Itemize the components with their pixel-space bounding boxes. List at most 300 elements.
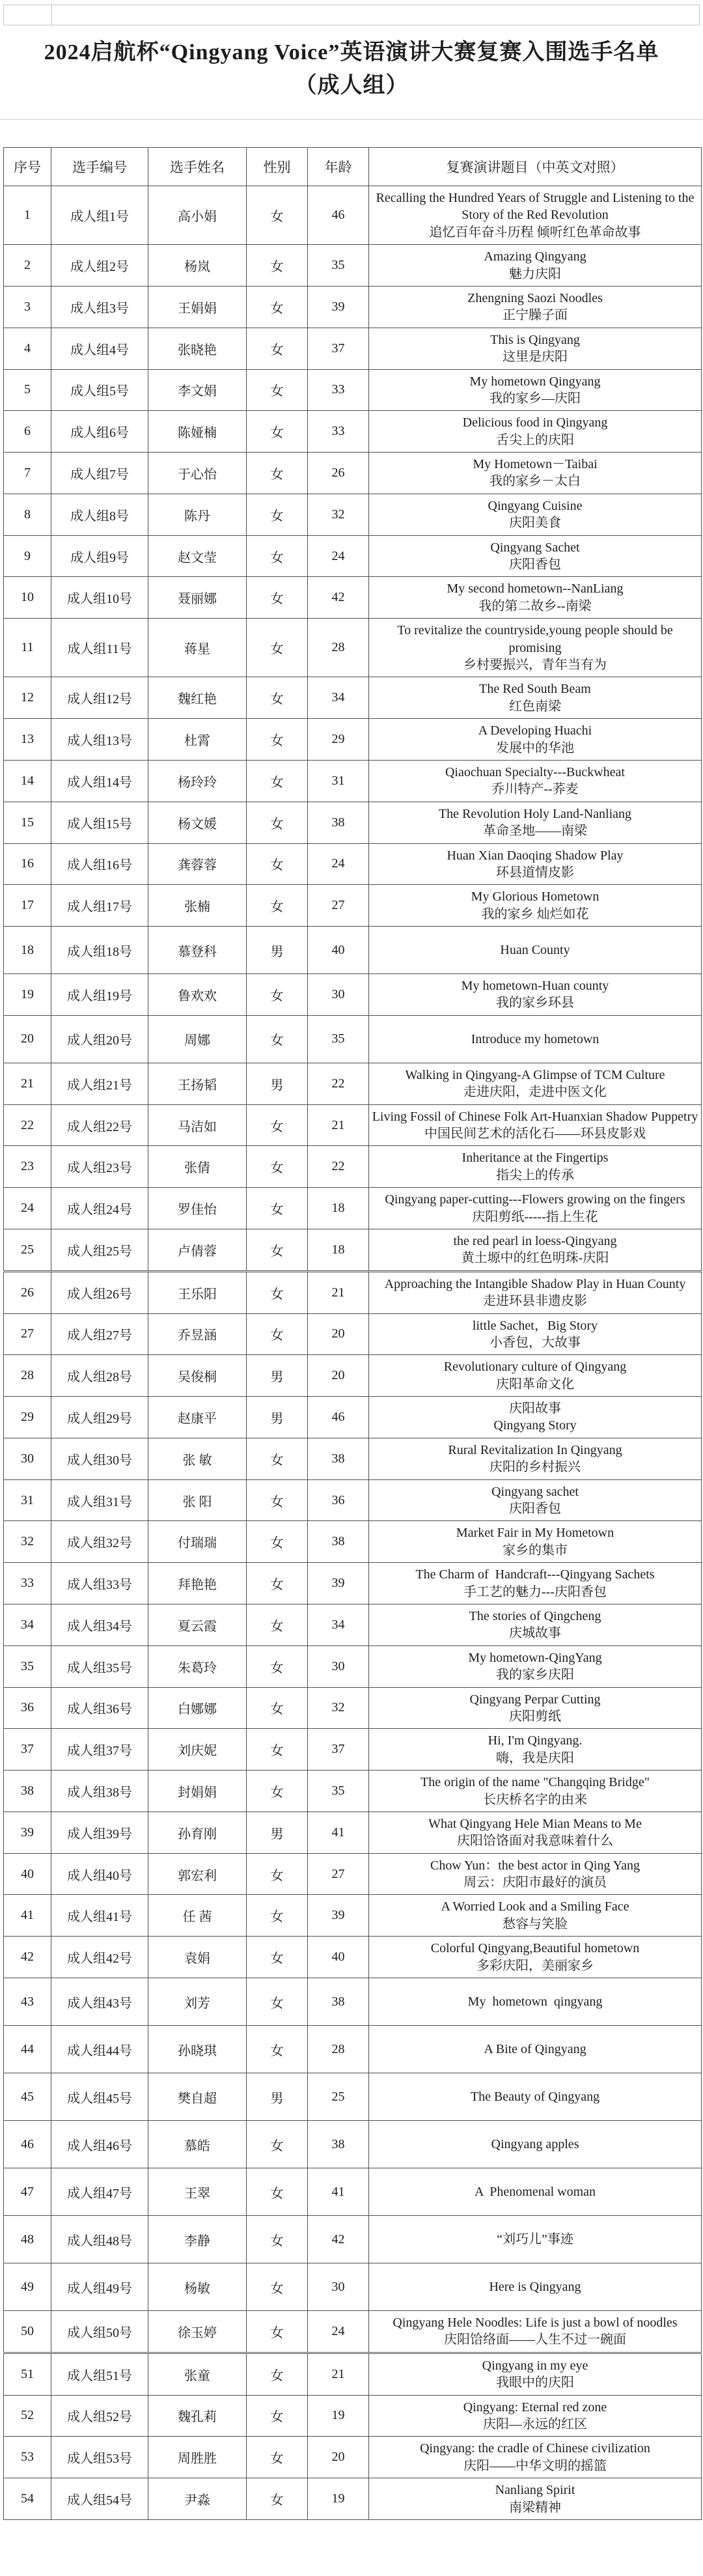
cell-topic (369, 619, 702, 677)
cell-name: 樊自超 (148, 2073, 247, 2121)
cell-name: 鲁欢欢 (148, 974, 247, 1016)
cell-age: 37 (308, 1729, 369, 1771)
table-row (4, 2168, 702, 2216)
cell-topic (369, 1188, 702, 1229)
cell-age: 33 (308, 369, 369, 411)
topic-line: 庆阳的乡村振兴 (489, 1460, 581, 1475)
topic-line: 这里是庆阳 (503, 350, 568, 365)
topic-line: The Charm of Handcraft---Qingyang Sachets (415, 1567, 655, 1582)
cell-topic (369, 1729, 702, 1771)
header-contestant-id: 选手编号 (51, 148, 148, 186)
cell-topic (369, 885, 702, 927)
cell-topic (369, 1063, 702, 1104)
cell-contestant-id: 成人组24号 (51, 1188, 148, 1229)
cell-topic (369, 1229, 702, 1271)
topic-line: To revitalize the countryside,young people should be promising (397, 623, 676, 655)
cell-gender: 女 (247, 1146, 308, 1188)
cell-gender: 女 (247, 186, 308, 245)
cell-gender: 女 (247, 1313, 308, 1355)
cell-contestant-id: 成人组21号 (51, 1063, 148, 1104)
cell-age: 21 (308, 2353, 369, 2395)
cell-topic (369, 2216, 702, 2263)
cell-age: 32 (308, 1687, 369, 1729)
cell-contestant-id: 成人组23号 (51, 1146, 148, 1188)
topic-line: 愁容与笑脸 (503, 1916, 568, 1931)
contestant-table (3, 147, 702, 2520)
topic-line: My hometown-QingYang (468, 1650, 602, 1665)
cell-topic (369, 1521, 702, 1563)
topic-line: 南梁精神 (509, 2500, 561, 2515)
topic-line: 红色南梁 (509, 699, 561, 714)
cell-name: 刘芳 (148, 1978, 247, 2026)
cell-gender: 女 (247, 760, 308, 802)
topic-line: Qingyang in my eye (482, 2358, 588, 2373)
cell-gender: 女 (247, 2478, 308, 2520)
cell-topic (369, 1397, 702, 1438)
cell-serial: 46 (4, 2121, 51, 2168)
cell-age: 35 (308, 1015, 369, 1063)
table-row (4, 245, 702, 287)
cell-gender: 女 (247, 1271, 308, 1313)
cell-serial: 31 (4, 1479, 51, 1521)
cell-name: 张童 (148, 2353, 247, 2395)
cell-topic (369, 453, 702, 494)
cell-name: 杨岚 (148, 245, 247, 287)
cell-topic (369, 369, 702, 411)
cell-name: 龚蓉蓉 (148, 843, 247, 885)
cell-topic (369, 2353, 702, 2395)
cell-contestant-id: 成人组53号 (51, 2437, 148, 2478)
header-serial: 序号 (4, 148, 51, 186)
cell-contestant-id: 成人组5号 (51, 369, 148, 411)
topic-line: 我的家乡—庆阳 (489, 391, 581, 406)
cell-age: 33 (308, 411, 369, 453)
cell-topic (369, 328, 702, 369)
cell-age: 20 (308, 1313, 369, 1355)
cell-age: 38 (308, 2121, 369, 2168)
cell-serial: 19 (4, 974, 51, 1016)
cell-age: 34 (308, 677, 369, 719)
cell-name: 乔昱涵 (148, 1313, 247, 1355)
table-row (4, 974, 702, 1016)
table-row (4, 1645, 702, 1687)
topic-line: 庆阳——中华文明的摇篮 (463, 2458, 607, 2473)
topic-line: 家乡的集市 (503, 1543, 568, 1558)
cell-serial: 7 (4, 453, 51, 494)
topic-line: 长庆桥名字的由来 (483, 1792, 587, 1807)
cell-name: 李静 (148, 2216, 247, 2263)
cell-age: 37 (308, 328, 369, 369)
cell-topic (369, 1645, 702, 1687)
table-row (4, 286, 702, 328)
cell-age: 19 (308, 2395, 369, 2437)
topic-line: Huan County (500, 942, 570, 957)
cell-topic (369, 1313, 702, 1355)
cell-contestant-id: 成人组27号 (51, 1313, 148, 1355)
cell-contestant-id: 成人组38号 (51, 1771, 148, 1812)
cell-gender: 女 (247, 1895, 308, 1937)
topic-line: Qingyang sachet (491, 1484, 579, 1499)
topic-line: Chow Yun：the best actor in Qing Yang (430, 1858, 641, 1873)
cell-serial: 40 (4, 1853, 51, 1895)
cell-name: 马洁如 (148, 1104, 247, 1146)
cell-topic (369, 802, 702, 843)
cell-name: 李文娟 (148, 369, 247, 411)
table-row (4, 677, 702, 719)
cell-contestant-id: 成人组17号 (51, 885, 148, 927)
cell-contestant-id: 成人组12号 (51, 677, 148, 719)
topic-line: Qingyang Perpar Cutting (469, 1692, 601, 1707)
cell-contestant-id: 成人组31号 (51, 1479, 148, 1521)
table-row (4, 1355, 702, 1397)
cell-name: 杨文媛 (148, 802, 247, 843)
topic-line: A Worried Look and a Smiling Face (441, 1899, 629, 1914)
cell-contestant-id: 成人组18号 (51, 927, 148, 974)
cell-name: 王扬韬 (148, 1063, 247, 1104)
cell-serial: 51 (4, 2353, 51, 2395)
page-title-line1: 2024启航杯“Qingyang Voice”英语演讲大赛复赛入围选手名单 (44, 40, 659, 64)
cell-age: 38 (308, 802, 369, 843)
cell-gender: 女 (247, 2311, 308, 2353)
cell-topic (369, 1479, 702, 1521)
cell-age: 46 (308, 1397, 369, 1438)
topic-line: What Qingyang Hele Mian Means to Me (428, 1816, 642, 1831)
cell-topic (369, 843, 702, 885)
table-row (4, 1397, 702, 1438)
cell-name: 张 敏 (148, 1438, 247, 1479)
topic-line: Zhengning Saozi Noodles (467, 290, 603, 305)
table-row (4, 2437, 702, 2478)
cell-topic (369, 494, 702, 535)
cell-contestant-id: 成人组52号 (51, 2395, 148, 2437)
cell-contestant-id: 成人组1号 (51, 186, 148, 245)
cell-name: 杨敏 (148, 2263, 247, 2311)
cell-gender: 女 (247, 245, 308, 287)
cell-topic (369, 2026, 702, 2073)
topic-line: 指尖上的传承 (496, 1168, 574, 1183)
cell-serial: 48 (4, 2216, 51, 2263)
cell-name: 朱葛玲 (148, 1645, 247, 1687)
cell-age: 32 (308, 494, 369, 535)
cell-gender: 女 (247, 286, 308, 328)
table-row (4, 2311, 702, 2353)
topic-line: Recalling the Hundred Years of Struggle and Listening to the Story of the Red Revolution (376, 191, 698, 223)
cell-serial: 52 (4, 2395, 51, 2437)
topic-line: Rural Revitalization In Qingyang (448, 1442, 622, 1457)
cell-serial: 20 (4, 1015, 51, 1063)
topic-line: The origin of the name "Changqing Bridge" (420, 1775, 650, 1790)
cell-gender: 女 (247, 494, 308, 535)
cell-age: 38 (308, 1521, 369, 1563)
cell-age: 21 (308, 1104, 369, 1146)
cell-contestant-id: 成人组43号 (51, 1978, 148, 2026)
cell-contestant-id: 成人组35号 (51, 1645, 148, 1687)
topic-line: 走进庆阳，走进中医文化 (463, 1085, 607, 1100)
cell-age: 36 (308, 1479, 369, 1521)
topic-line: 庆阳饸饹面对我意味着什么 (457, 1834, 613, 1849)
cell-name: 尹淼 (148, 2478, 247, 2520)
cell-age: 42 (308, 2216, 369, 2263)
topic-line: 庆阳美食 (509, 516, 561, 531)
table-row (4, 186, 702, 245)
cell-topic (369, 1015, 702, 1063)
cell-contestant-id: 成人组37号 (51, 1729, 148, 1771)
cell-age: 42 (308, 577, 369, 619)
cell-age: 41 (308, 2168, 369, 2216)
table-row (4, 1313, 702, 1355)
cell-serial: 29 (4, 1397, 51, 1438)
table-row (4, 453, 702, 494)
cell-name: 杜霄 (148, 719, 247, 761)
cell-serial: 49 (4, 2263, 51, 2311)
cell-age: 46 (308, 186, 369, 245)
cell-serial: 34 (4, 1604, 51, 1646)
topic-line: Qingyang Hele Noodles: Life is just a bowl of noodles (393, 2316, 678, 2331)
cell-age: 24 (308, 2311, 369, 2353)
cell-serial: 17 (4, 885, 51, 927)
cell-topic (369, 1812, 702, 1853)
cell-serial: 54 (4, 2478, 51, 2520)
table-row (4, 843, 702, 885)
topic-line: My hometown qingyang (467, 1994, 603, 2009)
topic-line: 我的家乡庆阳 (496, 1668, 574, 1683)
cell-topic (369, 1853, 702, 1895)
cell-serial: 23 (4, 1146, 51, 1188)
cell-contestant-id: 成人组47号 (51, 2168, 148, 2216)
cell-name: 周胜胜 (148, 2437, 247, 2478)
topic-line: the red pearl in loess-Qingyang (453, 1233, 617, 1248)
table-row (4, 1146, 702, 1188)
cell-contestant-id: 成人组54号 (51, 2478, 148, 2520)
cell-gender: 女 (247, 1479, 308, 1521)
topic-line: 周云：庆阳市最好的演员 (463, 1875, 607, 1890)
cell-name: 孙晓琪 (148, 2026, 247, 2073)
cell-serial: 25 (4, 1229, 51, 1271)
topic-line: 革命圣地——南梁 (483, 824, 587, 839)
cell-gender: 女 (247, 1563, 308, 1604)
cell-topic (369, 1978, 702, 2026)
topic-line: 我的家乡－太白 (489, 474, 581, 489)
cell-age: 38 (308, 1438, 369, 1479)
title-gap (0, 120, 703, 147)
cell-gender: 女 (247, 453, 308, 494)
cell-gender: 女 (247, 1188, 308, 1229)
table-row (4, 1771, 702, 1812)
topic-line: 魅力庆阳 (509, 266, 561, 281)
cell-age: 25 (308, 2073, 369, 2121)
topic-line: This is Qingyang (490, 332, 580, 347)
cell-gender: 女 (247, 1104, 308, 1146)
cell-contestant-id: 成人组25号 (51, 1229, 148, 1271)
cell-age: 18 (308, 1188, 369, 1229)
cell-contestant-id: 成人组33号 (51, 1563, 148, 1604)
cell-age: 34 (308, 1604, 369, 1646)
cell-gender: 男 (247, 1812, 308, 1853)
cell-serial: 2 (4, 245, 51, 287)
cell-name: 王乐阳 (148, 1271, 247, 1313)
cell-topic (369, 535, 702, 577)
table-row (4, 927, 702, 974)
topic-line: 黄土塬中的红色明珠-庆阳 (461, 1251, 609, 1266)
cell-gender: 女 (247, 328, 308, 369)
cell-gender: 男 (247, 1355, 308, 1397)
header-name: 选手姓名 (148, 148, 247, 186)
cell-serial: 26 (4, 1271, 51, 1313)
topic-line: Walking in Qingyang-A Glimpse of TCM Culture (405, 1067, 665, 1082)
cell-serial: 38 (4, 1771, 51, 1812)
table-row (4, 2395, 702, 2437)
topic-line: 嗨，我是庆阳 (496, 1750, 574, 1765)
topic-line: Qingyang: Eternal red zone (463, 2400, 607, 2415)
cell-contestant-id: 成人组8号 (51, 494, 148, 535)
cell-topic (369, 974, 702, 1016)
cell-topic (369, 286, 702, 328)
cell-name: 周娜 (148, 1015, 247, 1063)
cell-serial: 12 (4, 677, 51, 719)
table-row (4, 1015, 702, 1063)
cell-serial: 21 (4, 1063, 51, 1104)
cell-age: 30 (308, 1645, 369, 1687)
cell-contestant-id: 成人组3号 (51, 286, 148, 328)
cell-gender: 女 (247, 1687, 308, 1729)
table-row (4, 2216, 702, 2263)
cell-serial: 36 (4, 1687, 51, 1729)
cell-contestant-id: 成人组41号 (51, 1895, 148, 1937)
table-row (4, 2478, 702, 2520)
topic-line: “刘巧儿”事迹 (497, 2232, 573, 2247)
cell-topic (369, 2121, 702, 2168)
cell-name: 高小娟 (148, 186, 247, 245)
topic-line: My second hometown--NanLiang (447, 581, 624, 596)
table-row (4, 577, 702, 619)
topic-line: 庆阳故事 (509, 1401, 561, 1416)
cell-contestant-id: 成人组44号 (51, 2026, 148, 2073)
topic-line: Nanliang Spirit (495, 2483, 575, 2498)
cell-gender: 女 (247, 1521, 308, 1563)
topic-line: little Sachet，Big Story (472, 1318, 598, 1333)
cell-topic (369, 2395, 702, 2437)
table-row (4, 1479, 702, 1521)
table-row (4, 2073, 702, 2121)
table-row (4, 719, 702, 761)
cell-contestant-id: 成人组16号 (51, 843, 148, 885)
cell-gender: 女 (247, 2263, 308, 2311)
topic-line: Inheritance at the Fingertips (462, 1151, 609, 1166)
empty-spreadsheet-row (3, 5, 700, 25)
table-row (4, 1895, 702, 1937)
cell-name: 张倩 (148, 1146, 247, 1188)
cell-age: 30 (308, 974, 369, 1016)
cell-topic (369, 2263, 702, 2311)
cell-topic (369, 1146, 702, 1188)
title-block (0, 25, 703, 120)
table-row (4, 1063, 702, 1104)
cell-serial: 47 (4, 2168, 51, 2216)
empty-spreadsheet-cell (4, 5, 52, 25)
cell-topic (369, 1355, 702, 1397)
cell-topic (369, 2073, 702, 2121)
cell-gender: 女 (247, 1645, 308, 1687)
topic-line: The Revolution Holy Land-Nanliang (438, 806, 632, 821)
cell-name: 魏孔莉 (148, 2395, 247, 2437)
cell-name: 于心怡 (148, 453, 247, 494)
cell-contestant-id: 成人组46号 (51, 2121, 148, 2168)
cell-serial: 43 (4, 1978, 51, 2026)
topic-line: Colorful Qingyang,Beautiful hometown (430, 1941, 640, 1956)
topic-line: Delicious food in Qingyang (462, 415, 608, 430)
table-row (4, 1104, 702, 1146)
cell-serial: 5 (4, 369, 51, 411)
cell-age: 20 (308, 2437, 369, 2478)
cell-name: 王翠 (148, 2168, 247, 2216)
cell-name: 白娜娜 (148, 1687, 247, 1729)
cell-gender: 女 (247, 1771, 308, 1812)
topic-line: 庆阳革命文化 (496, 1377, 574, 1392)
topic-line: 中国民间艺术的活化石——环县皮影戏 (424, 1127, 646, 1141)
cell-name: 张楠 (148, 885, 247, 927)
table-row (4, 1937, 702, 1978)
topic-line: My Hometown－Taibai (473, 457, 598, 472)
cell-name: 孙育刚 (148, 1812, 247, 1853)
cell-topic (369, 1604, 702, 1646)
cell-serial: 16 (4, 843, 51, 885)
cell-contestant-id: 成人组13号 (51, 719, 148, 761)
cell-age: 28 (308, 2026, 369, 2073)
table-row (4, 1521, 702, 1563)
cell-topic (369, 1687, 702, 1729)
topic-line: 追忆百年奋斗历程 倾听红色革命故事 (429, 225, 641, 240)
cell-contestant-id: 成人组11号 (51, 619, 148, 677)
table-row (4, 1978, 702, 2026)
cell-name: 王娟娟 (148, 286, 247, 328)
cell-contestant-id: 成人组2号 (51, 245, 148, 287)
cell-contestant-id: 成人组9号 (51, 535, 148, 577)
cell-age: 29 (308, 719, 369, 761)
cell-gender: 男 (247, 927, 308, 974)
cell-gender: 女 (247, 2437, 308, 2478)
cell-age: 28 (308, 619, 369, 677)
cell-age: 39 (308, 1563, 369, 1604)
topic-line: The stories of Qingcheng (469, 1609, 601, 1623)
cell-contestant-id: 成人组39号 (51, 1812, 148, 1853)
topic-line: Qingyang paper-cutting---Flowers growing on the fingers (385, 1192, 685, 1207)
topic-line: 庆城故事 (509, 1626, 561, 1641)
topic-line: 我的家乡环县 (496, 996, 574, 1011)
cell-age: 41 (308, 1812, 369, 1853)
topic-line: Amazing Qingyang (484, 249, 586, 264)
cell-age: 26 (308, 453, 369, 494)
cell-name: 赵康平 (148, 1397, 247, 1438)
topic-line: 手工艺的魅力---庆阳香包 (463, 1584, 607, 1599)
cell-topic (369, 1937, 702, 1978)
cell-age: 18 (308, 1229, 369, 1271)
table-row (4, 885, 702, 927)
cell-name: 郭宏利 (148, 1853, 247, 1895)
cell-gender: 女 (247, 1229, 308, 1271)
cell-contestant-id: 成人组50号 (51, 2311, 148, 2353)
cell-age: 24 (308, 535, 369, 577)
topic-line: Revolutionary culture of Qingyang (443, 1360, 627, 1375)
table-row (4, 1188, 702, 1229)
topic-line: 乡村要振兴，青年当有为 (463, 657, 607, 672)
cell-topic (369, 245, 702, 287)
topic-line: 发展中的华池 (496, 740, 574, 755)
cell-age: 39 (308, 286, 369, 328)
topic-line: Qingyang apples (491, 2136, 579, 2151)
cell-gender: 女 (247, 843, 308, 885)
cell-name: 刘庆妮 (148, 1729, 247, 1771)
cell-name: 徐玉婷 (148, 2311, 247, 2353)
